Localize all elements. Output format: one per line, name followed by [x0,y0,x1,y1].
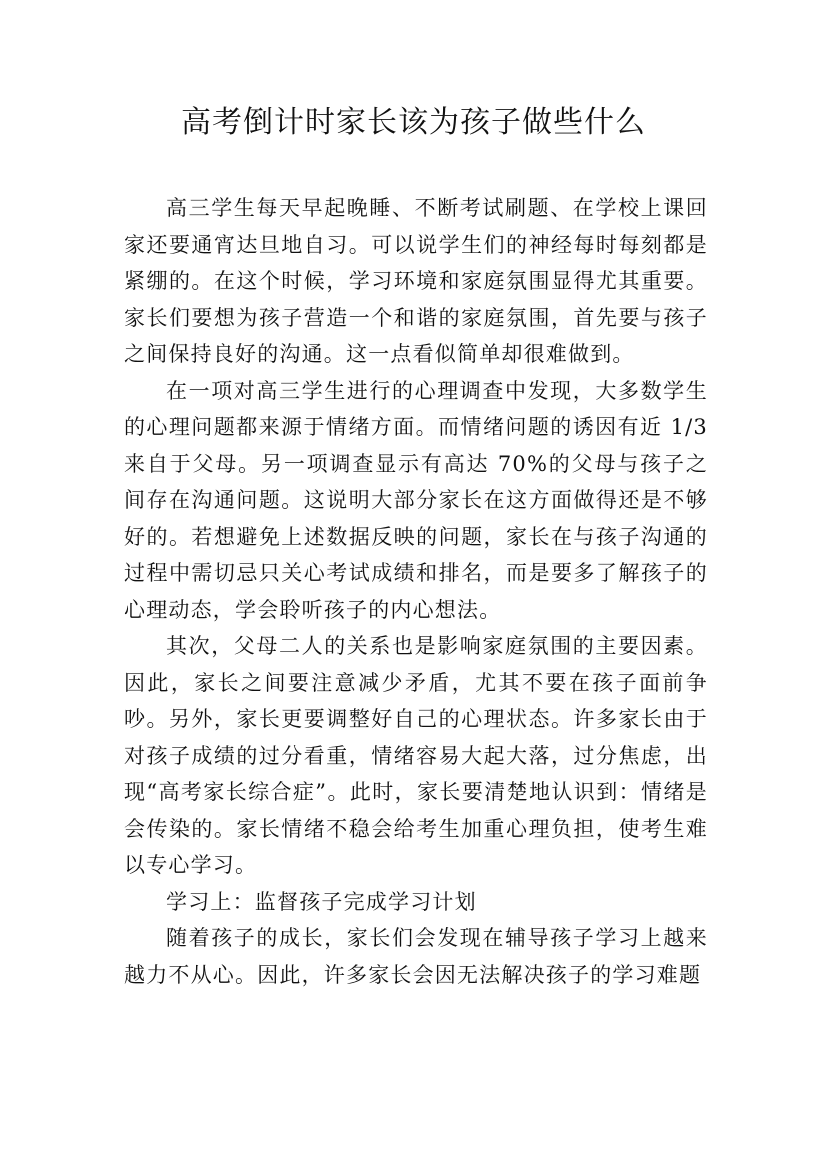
document-title: 高考倒计时家长该为孩子做些什么 [181,105,646,140]
document-body [124,190,708,993]
section-heading-study: 学习上：监督孩子完成学习计划 [166,889,477,914]
paragraph-1: 高三学生每天早起晚睡、不断考试刷题、在学校上课回家还要通宵达旦地自习。可以说学生们的神经每时每刻都是紧绷的。在这个时候，学习环境和家庭氛围显得尤其重要。家长们要想为孩子营造一个和谐的家庭氛围，首先要与孩子之间保持良好的沟通。这一点看似简单却很难做到。 [124,196,708,366]
paragraph-4: 随着孩子的成长，家长们会发现在辅导孩子学习上越来越力不从心。因此，许多家长会因无法解决孩子的学习难题 [124,926,708,987]
paragraph-3: 其次，父母二人的关系也是影响家庭氛围的主要因素。因此，家长之间要注意减少矛盾，尤其不要在孩子面前争吵。另外，家长更要调整好自己的心理状态。许多家长由于对孩子成绩的过分看重，情绪容易大起大落，过分焦虑，出现“高考家长综合症”。此时，家长要清楚地认识到：情绪是会传染的。家长情绪不稳会给考生加重心理负担，使考生难以专心学习。 [124,634,708,877]
paragraph-2: 在一项对高三学生进行的心理调查中发现，大多数学生的心理问题都来源于情绪方面。而情绪问题的诱因有近 1/3来自于父母。另一项调查显示有高达 70%的父母与孩子之间存在沟通问题。这说明大部分家长在这方面做得还是不够好的。若想避免上述数据反映的问题，家长在与孩子沟通的过程中需切忌只关心考试成绩和排名，而是要多了解孩子的心理动态，学会聆听孩子的内心想法。 [124,378,708,622]
